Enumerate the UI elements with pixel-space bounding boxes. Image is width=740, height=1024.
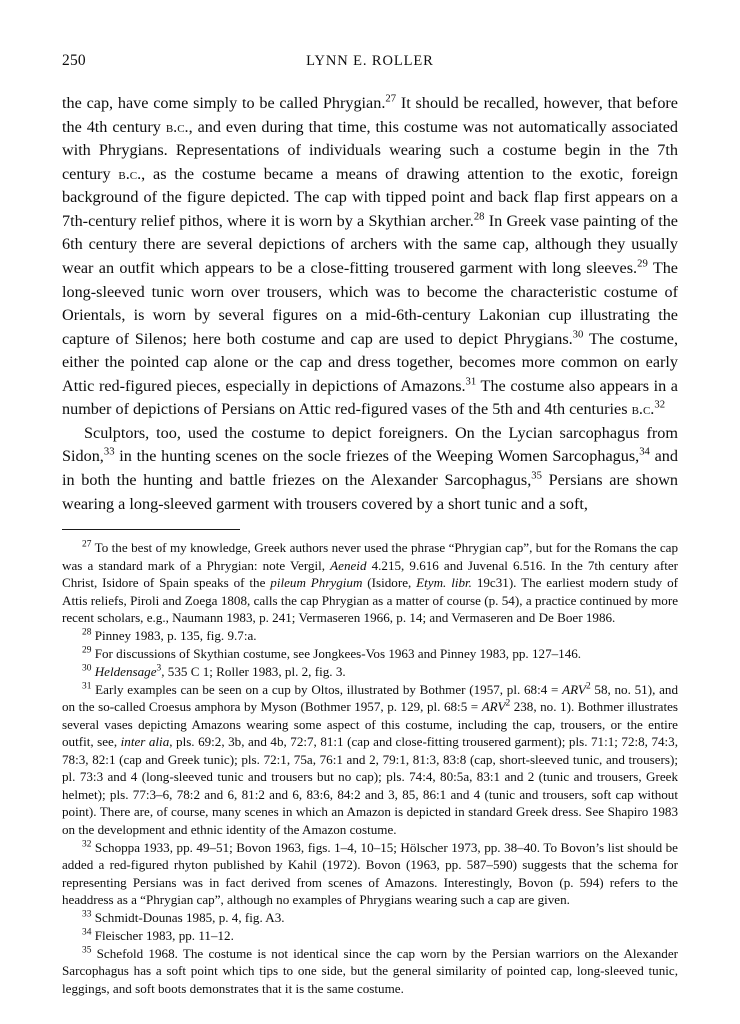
footnote-marker: 33 bbox=[103, 446, 115, 459]
footnote-marker: 32 bbox=[654, 398, 666, 411]
running-head bbox=[62, 52, 678, 74]
footnote: $^{35}$ Schefold 1968. The costume is not identical since the cap worn by the Persian warriors on the Alexander Sarcophagus has a soft point which tips to one side, but the general similarity of pointed cap, long-sleeved tunic, leggings, and soft boots demonstrates that it is the same costume. bbox=[62, 945, 678, 996]
footnote-rule bbox=[62, 529, 240, 530]
footnote-marker: 29 bbox=[82, 645, 92, 656]
italic-text: Aeneid bbox=[330, 557, 367, 573]
footnote-marker: 3 bbox=[156, 663, 162, 674]
small-caps-text: b.c. bbox=[165, 117, 189, 136]
footnote: $^{31}$ Early examples can be seen on a cup by Oltos, illustrated by Bothmer (1957, pl. 68:4 = $ARV^2$ 58, no. 51), and on the so-called Croesus amphora by Myson (Bothmer 1957, p. 129, pl. 68:5 = $ARV^2$ 238, no. 1). Bothmer illustrates several vases depicting Amazons wearing some aspect of this costume, including the cap, trousers, or the entire outfit, see, inter alia, pls. 69:2, 3b, and 4b, 72:7, 81:1 (cap and close-fitting trousered garment); pls. 71:1; 72:8, 74:3, 78:3, 82:1 (cap and Greek tunic); pls. 72:1, 75a, 76:1 and 2, 79:1, 81:3, 83:8 (cap, short-sleeved tunic, and trousers); pl. 73:3 and 4 (long-sleeved tunic and trousers but no cap); pls. 74:4, 80:5a, 83:1 and 2 (tunic and trousers, Greek helmet); pls. 77:3–6, 78:2 and 6, 81:2 and 6, 83:6, 84:2 and 3, 85, 86:1 and 4 (tunic and trousers, soft cap without point). There are, of course, many scenes in which an Amazon is depicted in standard Greek dress. See Shapiro 1983 on the development and ethnic identity of the Amazon costume. bbox=[62, 681, 679, 837]
footnote-marker: 30 bbox=[82, 663, 92, 674]
italic-text: pileum Phrygium bbox=[270, 575, 363, 591]
body-paragraph: Sculptors, too, used the costume to depict foreigners. On the Lycian sarcophagus from Sidon,$^{33}$ in the hunting scenes on the socle friezes of the Weeping Women Sarcophagus,$^{34}$ and in both the hunting and battle friezes on the Alexander Sarcophagus,$^{35}$ Persians are shown wearing a long-sleeved garment with trousers covered by a short tunic and a soft, bbox=[62, 423, 678, 513]
footnote-marker: 2 bbox=[505, 698, 511, 709]
italic-text: Etym. libr. bbox=[416, 575, 472, 591]
footnote: $^{30}$ Heldensage$^3$, 535 C 1; Roller 1983, pl. 2, fig. 3. bbox=[82, 663, 346, 679]
footnotes bbox=[62, 539, 678, 997]
footnote-marker: 34 bbox=[639, 446, 650, 459]
footnote: $^{33}$ Schmidt-Dounas 1985, p. 4, fig. A3. bbox=[82, 909, 285, 925]
small-caps-text: b.c. bbox=[631, 400, 655, 419]
footnote-marker: 32 bbox=[82, 839, 92, 850]
footnote-marker: 28 bbox=[82, 627, 92, 638]
footnote-marker: 31 bbox=[82, 681, 92, 692]
footnote-marker: 27 bbox=[82, 539, 92, 550]
footnote: $^{34}$ Fleischer 1983, pp. 11–12. bbox=[82, 927, 234, 943]
footnote-marker: 33 bbox=[82, 909, 92, 920]
footnote-marker: 27 bbox=[385, 92, 397, 105]
footnote-marker: 2 bbox=[585, 681, 591, 692]
footnote-marker: 30 bbox=[572, 328, 584, 341]
footnote-marker: 34 bbox=[82, 927, 92, 938]
footnote: $^{27}$ To the best of my knowledge, Greek authors never used the phrase “Phrygian cap”, but for the Romans the cap was a standard mark of a Phrygian: note Vergil, Aeneid 4.215, 9.616 and Juvenal 6.516. In the 7th century after Christ, Isidore of Spain speaks of the pileum Phrygium (Isidore, Etym. libr. 19c31). The earliest modern study of Attis reliefs, Piroli and Zoega 1808, calls the cap Phrygian as a matter of course (p. 54), a practice continued by more recent scholars, e.g., Naumann 1983, p. 241; Vermaseren 1966, p. 14; and Vermaseren and De Boer 1986. bbox=[62, 539, 679, 625]
italic-text: ARV bbox=[481, 699, 506, 715]
footnote: $^{29}$ For discussions of Skythian costume, see Jongkees-Vos 1963 and Pinney 1983, pp. 127–146. bbox=[82, 645, 582, 661]
page-number: 250 bbox=[62, 52, 86, 69]
footnote: $^{28}$ Pinney 1983, p. 135, fig. 9.7:a. bbox=[82, 627, 257, 643]
italic-text: ARV bbox=[562, 681, 586, 697]
running-title: LYNN E. ROLLER bbox=[306, 53, 434, 69]
footnote: $^{32}$ Schoppa 1933, pp. 49–51; Bovon 1963, figs. 1–4, 10–15; Hölscher 1973, pp. 38–40. To Bovon’s list should be added a red-figured rhyton published by Kahil (1972). Bovon (1963, pp. 587–590) suggests that the schema for representing Persians was in fact derived from scenes of Amazons. Interestingly, Bovon (p. 594) refers to the headdress as a “Phrygian cap”, although no examples of Phrygians wearing such a cap are given. bbox=[62, 839, 678, 907]
footnote-marker: 31 bbox=[465, 375, 477, 388]
footnote-marker: 35 bbox=[82, 945, 92, 956]
italic-text: Heldensage bbox=[94, 663, 157, 679]
body-text bbox=[62, 92, 678, 516]
footnote-marker: 28 bbox=[473, 210, 485, 223]
body-paragraph: the cap, have come simply to be called Phrygian.$^{27}$ It should be recalled, however, that before the 4th century b.c., and even during that time, this costume was not automatically associated with Phrygians. Representations of individuals wearing such a costume begin in the 7th century b.c., as the costume became a means of drawing attention to the exotic, foreign background of the figure depicted. The cap with tipped point and back flap first appears on a 7th-century relief pithos, where it is worn by a Skythian archer.$^{28}$ In Greek vase painting of the 6th century there are several depictions of archers with the same cap, although they usually wear an outfit which appears to be a close-fitting trousered garment with long sleeves.$^{29}$ The long-sleeved tunic worn over trousers, which was to become the characteristic costume of Orientals, is worn by several figures on a mid-6th-century Lakonian cup illustrating the capture of Silenos; here both costume and cap are used to depict Phrygians.$^{30}$ The costume, either the pointed cap alone or the cap and dress together, becomes more common on early Attic red-figured pieces, especially in depictions of Amazons.$^{31}$ The costume also appears in a number of depictions of Persians on Attic red-figured vases of the 5th and 4th centuries b.c.$^{32}$ bbox=[62, 92, 678, 419]
footnote-marker: 35 bbox=[531, 469, 542, 482]
footnote-marker: 29 bbox=[637, 257, 648, 270]
small-caps-text: b.c. bbox=[118, 164, 142, 183]
italic-text: inter alia bbox=[120, 734, 170, 750]
